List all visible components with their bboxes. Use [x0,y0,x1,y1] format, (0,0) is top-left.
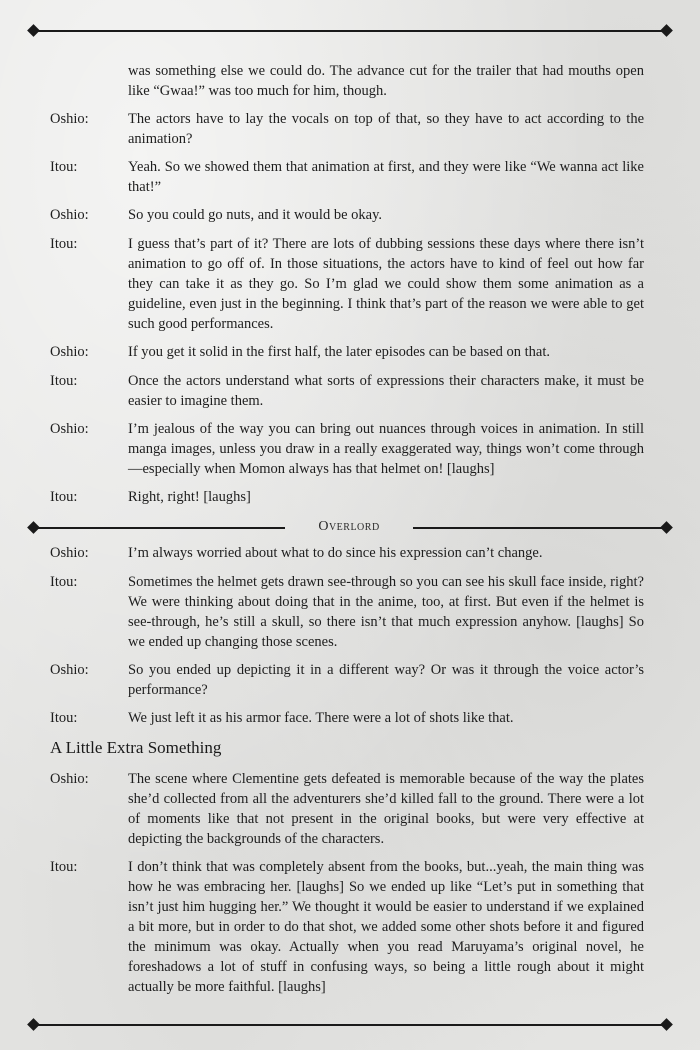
dialogue-entry [50,61,644,101]
dialogue-entry [50,543,644,563]
speaker-label: Itou: [50,373,78,389]
dialogue-text: The actors have to lay the vocals on top of that, so they have to act according to the animation? [128,111,644,147]
dialogue-text: So you could go nuts, and it would be okay. [128,207,382,223]
speaker-label: Itou: [50,859,78,875]
running-head-rule-left [33,527,285,529]
section-heading: A Little Extra Something [50,738,222,757]
dialogue-entry [50,419,644,479]
dialogue-entry [50,342,644,362]
speaker-label: Oshio: [50,207,89,223]
top-rule [33,30,667,32]
dialogue-text: Once the actors understand what sorts of expressions their characters make, it must be easier to imagine them. [128,373,644,409]
dialogue-entry [50,109,644,149]
speaker-label: Itou: [50,489,78,505]
dialogue-text: was something else we could do. The advance cut for the trailer that had mouths open like “Gwaa!” was too much for him, though. [128,63,644,99]
dialogue-entry [50,708,644,728]
dialogue-text: I guess that’s part of it? There are lots of dubbing sessions these days where there isn’t animation to go off of. In those situations, the actors have to kind of feel out how far they can take it as they go. So I’m glad we could show them some animation as a guideline, even just in the beginning. I think that’s part of the reason we were able to get such good performances. [128,236,644,332]
speaker-label: Itou: [50,236,78,252]
speaker-label: Oshio: [50,545,89,561]
dialogue-entry [50,660,644,700]
dialogue-text: If you get it solid in the first half, the later episodes can be based on that. [128,344,550,360]
dialogue-entry [50,157,644,197]
speaker-label: Oshio: [50,111,89,127]
dialogue-entry [50,769,644,849]
running-head: Overlord [318,519,380,534]
dialogue-text: So you ended up depicting it in a different way? Or was it through the voice actor’s performance? [128,662,644,698]
dialogue-text: I’m jealous of the way you can bring out nuances through voices in animation. In still manga images, unless you draw in a really exaggerated way, things won’t come through—especially when Momon always has that helmet on! [laughs] [128,421,644,477]
dialogue-entry [50,371,644,411]
dialogue-text: Yeah. So we showed them that animation at first, and they were like “We wanna act like that!” [128,159,644,195]
dialogue-text: The scene where Clementine gets defeated is memorable because of the way the plates she’d collected from all the adventurers she’d killed fall to the ground. There were a lot of moments like that not present in the original books, but were very effective at depicting the backgrounds of the characters. [128,771,644,847]
speaker-label: Oshio: [50,771,89,787]
dialogue-text: I’m always worried about what to do since his expression can’t change. [128,545,543,561]
dialogue-entry [50,487,644,507]
running-head-rule-right [413,527,667,529]
dialogue-text: Sometimes the helmet gets drawn see-through so you can see his skull face inside, right? We were thinking about doing that in the anime, too, at first. But even if the helmet is see-through, he’s still a skull, so there isn’t that much expression anyhow. [laughs] So we ended up changing those scenes. [128,574,644,650]
speaker-label: Oshio: [50,421,89,437]
bottom-rule [33,1024,667,1026]
dialogue-text: We just left it as his armor face. There were a lot of shots like that. [128,710,514,726]
dialogue-entry [50,234,644,334]
dialogue-entry [50,857,644,997]
speaker-label: Itou: [50,574,78,590]
dialogue-entry [50,572,644,652]
dialogue-text: I don’t think that was completely absent from the books, but...yeah, the main thing was how he was embracing her. [laughs] So we ended up like “Let’s put in something that isn’t just him hugging her.” We thought it would be easier to understand if we explained a bit more, but in order to do that shot, we added some other shots before it and figured the minimum was okay. Actually when you read Maruyama’s original novel, he foreshadows a lot of stuff in confusing ways, so being a little rough about it might actually be more faithful. [laughs] [128,859,644,995]
speaker-label: Itou: [50,710,78,726]
speaker-label: Oshio: [50,344,89,360]
speaker-label: Oshio: [50,662,89,678]
dialogue-text: Right, right! [laughs] [128,489,251,505]
speaker-label: Itou: [50,159,78,175]
dialogue-entry [50,205,644,225]
